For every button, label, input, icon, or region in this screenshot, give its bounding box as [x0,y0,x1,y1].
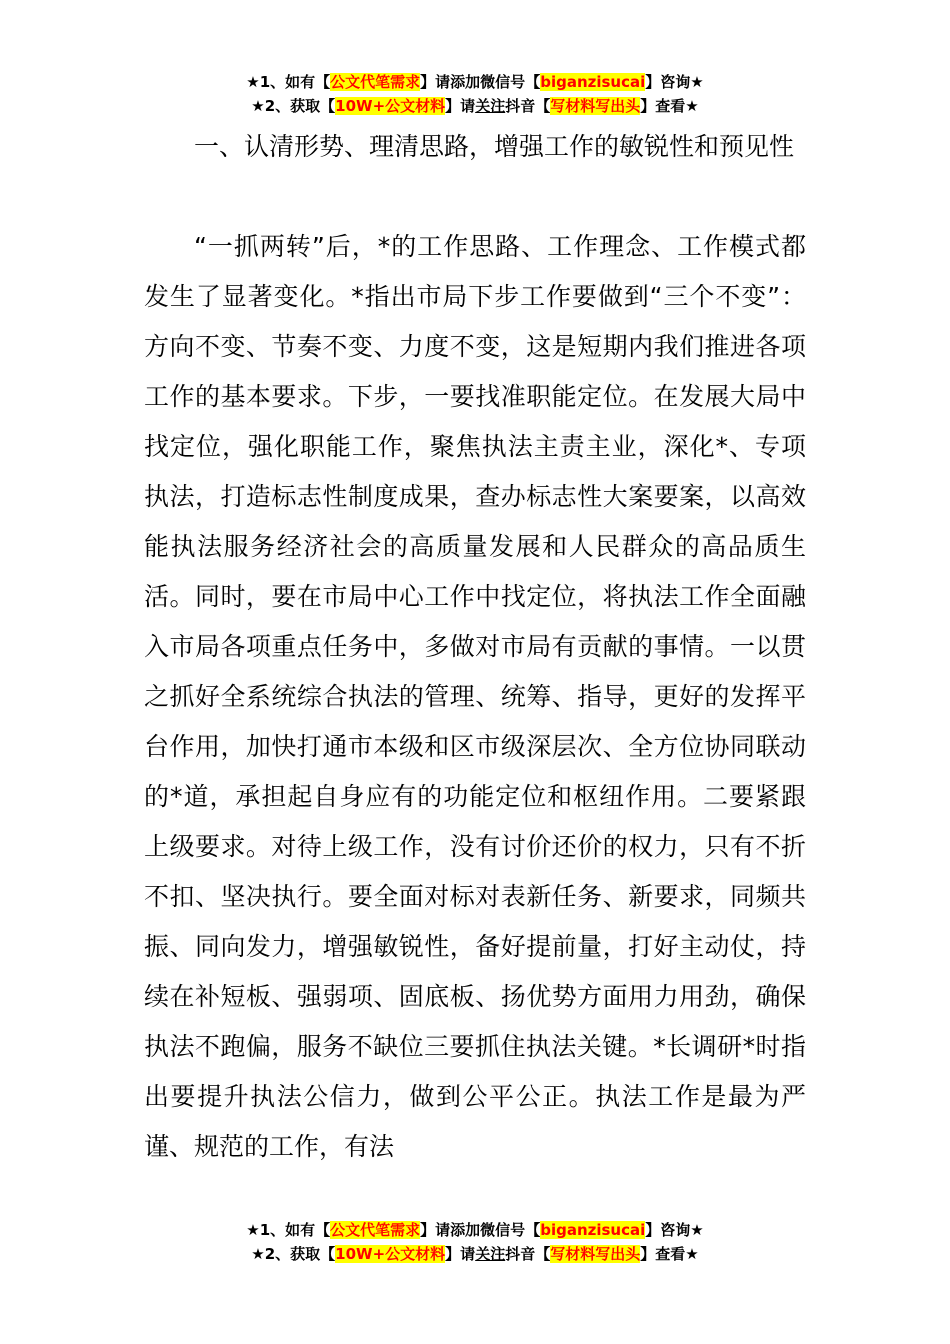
body-paragraph: “一抓两转”后，*的工作思路、工作理念、工作模式都发生了显著变化。*指出市局下步工作要做到“三个不变”：方向不变、节奏不变、力度不变，这是短期内我们推进各项工作的基本要求。下步，一要找准职能定位。在发展大局中找定位，强化职能工作，聚焦执法主责主业，深化*、专项执法，打造标志性制度成果，查办标志性大案要案，以高效能执法服务经济社会的高质量发展和人民群众的高品质生活。同时，要在市局中心工作中找定位，将执法工作全面融入市局各项重点任务中，多做对市局有贡献的事情。一以贯之抓好全系统综合执法的管理、统筹、指导，更好的发挥平台作用，加快打通市本级和区市级深层次、全方位协同联动的*道，承担起自身应有的功能定位和枢纽作用。二要紧跟上级要求。对待上级工作，没有讨价还价的权力，只有不折不扣、坚决执行。要全面对标对表新任务、新要求，同频共振、同向发力，增强敏锐性，备好提前量，打好主动仗，持续在补短板、强弱项、固底板、扬优势方面用力用劲，确保执法不跑偏，服务不缺位三要抓住执法关键。*长调研*时指出要提升执法公信力，做到公平公正。执法工作是最为严谨、规范的工作，有法 [144,232,806,1161]
highlight-douyin-account: 写材料写出头 [550,97,641,115]
banner-line-1 [0,1218,950,1242]
bracket: 【 [535,1245,551,1263]
bracket: 【 [525,73,541,91]
banner-text: 咨询 [660,1221,691,1239]
banner-line-2 [0,1242,950,1266]
banner-text: 1、如有 [259,73,316,91]
star-icon: ★ [685,1245,699,1263]
banner-line-1 [0,70,950,94]
bracket: 【 [315,73,331,91]
bracket: 】 [645,1221,661,1239]
bracket: 】 [420,73,436,91]
bracket: 】 [640,97,656,115]
bracket: 】 [445,97,461,115]
banner-text: 请 [460,1245,476,1263]
banner-text: 咨询 [660,73,691,91]
banner-text: 请添加微信号 [435,73,526,91]
banner-text: 请添加微信号 [435,1221,526,1239]
star-icon: ★ [685,97,699,115]
document-body [144,122,806,1172]
banner-text: 2、获取 [264,97,321,115]
banner-underlined-text: 关注 [475,1245,506,1263]
bracket: 】 [645,73,661,91]
bracket: 】 [445,1245,461,1263]
banner-text: 请 [460,97,476,115]
banner-text: 查看 [655,97,686,115]
bracket: 【 [525,1221,541,1239]
highlight-service: 公文代笔需求 [330,1221,421,1239]
highlight-wechat-id: biganzisucai [540,73,646,91]
highlight-service: 公文代笔需求 [330,73,421,91]
banner-text: 抖音 [505,1245,536,1263]
bracket: 【 [535,97,551,115]
bracket: 【 [315,1221,331,1239]
highlight-materials: 10W+公文材料 [335,97,446,115]
footer-banner [0,1218,950,1266]
bracket: 】 [640,1245,656,1263]
section-heading: 一、认清形势、理清思路，增强工作的敏锐性和预见性 [194,132,795,161]
highlight-douyin-account: 写材料写出头 [550,1245,641,1263]
banner-text: 查看 [655,1245,686,1263]
header-banner [0,70,950,118]
star-icon: ★ [690,1221,704,1239]
bracket: 【 [320,1245,336,1263]
bracket: 】 [420,1221,436,1239]
star-icon: ★ [690,73,704,91]
star-icon: ★ [251,97,265,115]
banner-text: 2、获取 [264,1245,321,1263]
star-icon: ★ [251,1245,265,1263]
bracket: 【 [320,97,336,115]
star-icon: ★ [246,1221,260,1239]
banner-line-2 [0,94,950,118]
highlight-wechat-id: biganzisucai [540,1221,646,1239]
banner-underlined-text: 关注 [475,97,506,115]
highlight-materials: 10W+公文材料 [335,1245,446,1263]
star-icon: ★ [246,73,260,91]
banner-text: 1、如有 [259,1221,316,1239]
banner-text: 抖音 [505,97,536,115]
